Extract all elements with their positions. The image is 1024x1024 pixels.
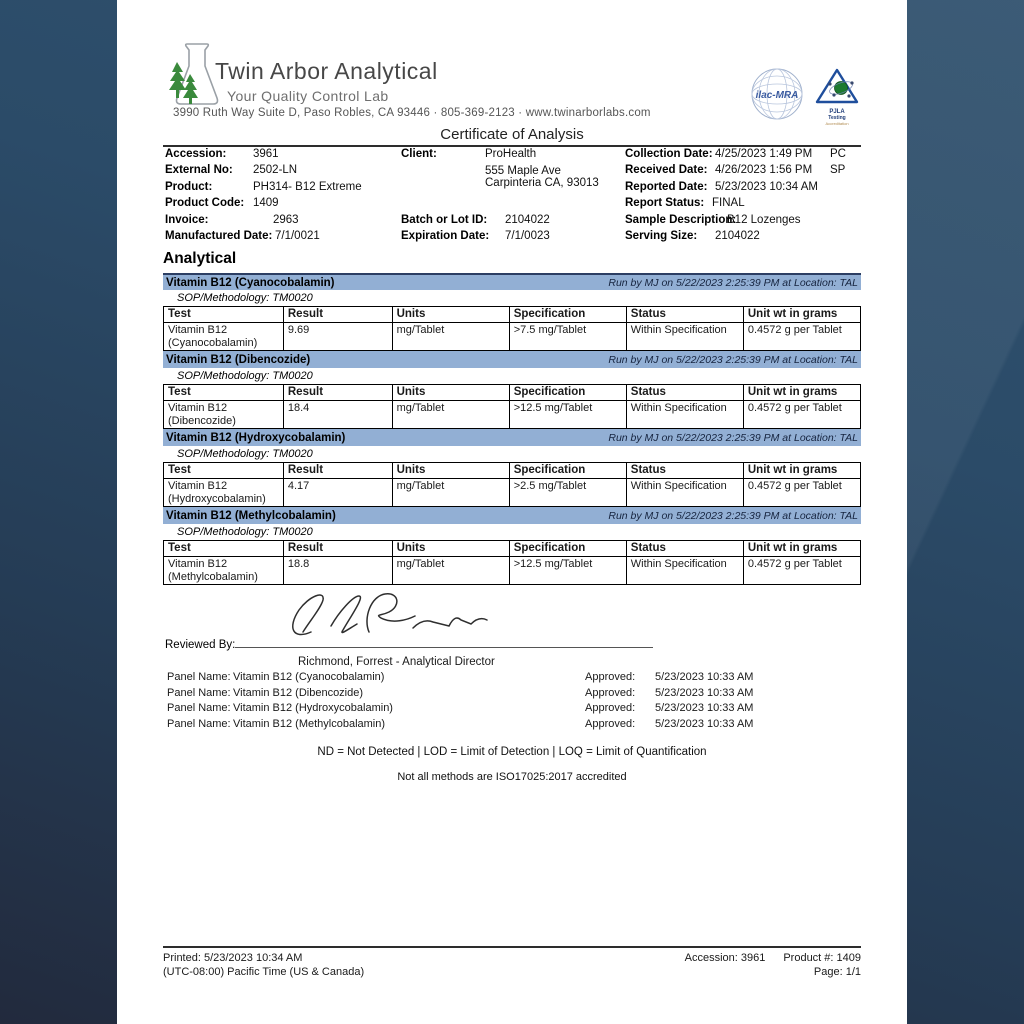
col-test: Test [164,541,284,557]
section-name: Vitamin B12 (Hydroxycobalamin) [166,431,346,444]
sop-methodology: SOP/Methodology: TM0020 [177,448,313,460]
approved-datetime: 5/23/2023 10:33 AM [655,718,754,731]
cell-result: 9.69 [283,323,392,351]
cell-status: Within Specification [626,401,743,429]
section-run-by: Run by MJ on 5/22/2023 2:25:39 PM at Location: TAL [608,431,858,444]
pjla-accreditation: Accreditation [825,121,849,126]
client-address-2: Carpinteria CA, 93013 [485,177,599,189]
panel-row [163,687,861,703]
timezone-note: (UTC-08:00) Pacific Time (US & Canada) [163,966,365,978]
cell-status: Within Specification [626,323,743,351]
pjla-name: PJLA [829,109,845,115]
panel-row [163,702,861,718]
cell-units: mg/Tablet [392,401,509,429]
cell-units: mg/Tablet [392,557,509,585]
section-run-by: Run by MJ on 5/22/2023 2:25:39 PM at Location: TAL [608,276,858,289]
col-status: Status [626,307,743,323]
abbreviations-footnote: ND = Not Detected | LOD = Limit of Detection | LOQ = Limit of Quantification [317,746,707,758]
col-specification: Specification [509,307,626,323]
client-label: Client: [401,148,437,160]
col-result: Result [283,385,392,401]
col-units: Units [392,463,509,479]
sample-info-block [163,148,861,246]
panel-name-value: Vitamin B12 (Dibencozide) [233,686,364,699]
flask-trees-logo-icon [163,40,219,108]
panel-name-value: Vitamin B12 (Methylcobalamin) [233,718,386,731]
footer-product: Product #: 1409 [783,952,861,964]
table-row [164,479,861,507]
cell-test: Vitamin B12 (Cyanocobalamin) [164,323,284,351]
cell-units: mg/Tablet [392,323,509,351]
brand-name: Twin Arbor Analytical [215,58,438,84]
ilac-mra-logo-icon [751,68,803,120]
footer-accession: Accession: 3961 [684,952,766,964]
results-table-methylcobalamin [163,540,861,585]
accession-value: 3961 [253,148,279,160]
panel-approvals [163,671,861,734]
collection-initials: PC [830,148,846,160]
panel-name-value: Vitamin B12 (Hydroxycobalamin) [233,702,393,715]
approved-label: Approved: [585,718,636,731]
panel-name-value: Vitamin B12 (Cyanocobalamin) [233,671,385,683]
lab-address: 3990 Ruth Way Suite D, Paso Robles, CA 93446 · 805-369-2123 · www.twinarborlabs.com [173,107,651,119]
collection-date-label: Collection Date: [625,148,713,160]
received-date-label: Received Date: [625,164,708,176]
expiration-date-label: Expiration Date: [401,230,490,242]
panel-name-label: Panel Name: [167,671,231,683]
cell-unit-wt: 0.4572 g per Tablet [743,323,860,351]
col-specification: Specification [509,463,626,479]
approved-label: Approved: [585,671,636,683]
approved-label: Approved: [585,686,636,699]
footer-right [685,951,861,979]
cell-result: 4.17 [283,479,392,507]
panel-name-label: Panel Name: [167,702,231,715]
section-name: Vitamin B12 (Dibencozide) [166,353,311,366]
product-code-label: Product Code: [165,197,245,209]
sop-methodology: SOP/Methodology: TM0020 [177,292,313,304]
collection-date-value: 4/25/2023 1:49 PM [715,148,813,160]
approved-datetime: 5/23/2023 10:33 AM [655,702,754,715]
external-no-value: 2502-LN [253,164,298,176]
col-units: Units [392,385,509,401]
title-divider [163,145,861,147]
pjla-logo [813,68,861,126]
approved-datetime: 5/23/2023 10:33 AM [655,671,754,683]
external-no-label: External No: [165,164,233,176]
report-status-label: Report Status: [625,197,705,209]
cell-specification: >2.5 mg/Tablet [509,479,626,507]
batch-lot-label: Batch or Lot ID: [401,214,488,226]
section-header-cyanocobalamin [163,273,861,290]
cell-test: Vitamin B12 (Methylcobalamin) [164,557,284,585]
document-title: Certificate of Analysis [440,126,584,143]
brand-tagline: Your Quality Control Lab [227,88,389,104]
section-run-by: Run by MJ on 5/22/2023 2:25:39 PM at Location: TAL [608,353,858,366]
col-unit-wt: Unit wt in grams [743,307,860,323]
signature-line [235,636,653,648]
section-header-dibencozide [163,351,861,368]
cell-test: Vitamin B12 (Hydroxycobalamin) [164,479,284,507]
cell-unit-wt: 0.4572 g per Tablet [743,401,860,429]
certificate-page [117,0,907,1024]
sample-description-value: B12 Lozenges [727,214,801,226]
col-unit-wt: Unit wt in grams [743,541,860,557]
analytical-sections [163,273,861,585]
cell-status: Within Specification [626,557,743,585]
pjla-testing: Testing [828,115,846,121]
pjla-triangle-icon [815,68,859,104]
page-footer [163,946,861,979]
batch-lot-value: 2104022 [505,214,550,226]
panel-row [163,671,861,687]
cell-result: 18.8 [283,557,392,585]
invoice-value: 2963 [273,214,299,226]
col-specification: Specification [509,541,626,557]
sample-description-label: Sample Description: [625,214,737,226]
serving-size-value: 2104022 [715,230,760,242]
panel-name-label: Panel Name: [167,686,231,699]
table-header-row [164,541,861,557]
cell-result: 18.4 [283,401,392,429]
product-label: Product: [165,181,213,193]
section-header-methylcobalamin [163,507,861,524]
col-unit-wt: Unit wt in grams [743,385,860,401]
table-row [164,323,861,351]
cell-unit-wt: 0.4572 g per Tablet [743,557,860,585]
reviewed-by-label: Reviewed By: [165,639,236,651]
manufactured-date-label: Manufactured Date: [165,230,273,242]
reported-date-value: 5/23/2023 10:34 AM [715,181,818,193]
svg-text:ilac-MRA: ilac-MRA [755,90,799,101]
col-test: Test [164,463,284,479]
footer-left [163,951,364,979]
cell-specification: >7.5 mg/Tablet [509,323,626,351]
client-name: ProHealth [485,148,537,160]
table-row [164,557,861,585]
panel-row [163,718,861,734]
col-units: Units [392,307,509,323]
brand-text [215,40,438,104]
approved-datetime: 5/23/2023 10:33 AM [655,686,754,699]
col-units: Units [392,541,509,557]
accreditation-logos [751,68,861,126]
cell-specification: >12.5 mg/Tablet [509,557,626,585]
cell-status: Within Specification [626,479,743,507]
received-date-value: 4/26/2023 1:56 PM [715,164,813,176]
reviewed-by-row [165,636,653,651]
page-content [163,0,861,1024]
col-status: Status [626,463,743,479]
accession-label: Accession: [165,148,227,160]
sop-methodology: SOP/Methodology: TM0020 [177,370,313,382]
cell-unit-wt: 0.4572 g per Tablet [743,479,860,507]
brand-header [163,40,438,108]
table-header-row [164,307,861,323]
section-header-hydroxycobalamin [163,429,861,446]
col-result: Result [283,463,392,479]
panel-name-label: Panel Name: [167,718,231,731]
table-header-row [164,463,861,479]
report-status-value: FINAL [712,197,745,209]
col-specification: Specification [509,385,626,401]
results-table-dibencozide [163,384,861,429]
col-status: Status [626,385,743,401]
table-header-row [164,385,861,401]
product-value: PH314- B12 Extreme [253,181,362,193]
reviewer-name-title: Richmond, Forrest - Analytical Director [298,656,495,668]
results-table-hydroxycobalamin [163,462,861,507]
section-name: Vitamin B12 (Cyanocobalamin) [166,276,335,289]
table-row [164,401,861,429]
col-unit-wt: Unit wt in grams [743,463,860,479]
results-table-cyanocobalamin [163,306,861,351]
expiration-date-value: 7/1/0023 [505,230,550,242]
approved-label: Approved: [585,702,636,715]
cell-specification: >12.5 mg/Tablet [509,401,626,429]
col-result: Result [283,541,392,557]
accreditation-footnote: Not all methods are ISO17025:2017 accredited [397,771,627,783]
col-test: Test [164,385,284,401]
manufactured-date-value: 7/1/0021 [275,230,320,242]
analytical-heading: Analytical [163,250,237,267]
client-address-1: 555 Maple Ave [485,165,561,177]
section-name: Vitamin B12 (Methylcobalamin) [166,509,336,522]
col-result: Result [283,307,392,323]
section-run-by: Run by MJ on 5/22/2023 2:25:39 PM at Location: TAL [608,509,858,522]
footer-page-number: Page: 1/1 [813,966,861,978]
product-code-value: 1409 [253,197,279,209]
cell-test: Vitamin B12 (Dibencozide) [164,401,284,429]
cell-units: mg/Tablet [392,479,509,507]
printed-timestamp: Printed: 5/23/2023 10:34 AM [163,952,303,964]
reported-date-label: Reported Date: [625,181,708,193]
serving-size-label: Serving Size: [625,230,698,242]
invoice-label: Invoice: [165,214,209,226]
col-status: Status [626,541,743,557]
sop-methodology: SOP/Methodology: TM0020 [177,526,313,538]
col-test: Test [164,307,284,323]
received-initials: SP [830,164,846,176]
